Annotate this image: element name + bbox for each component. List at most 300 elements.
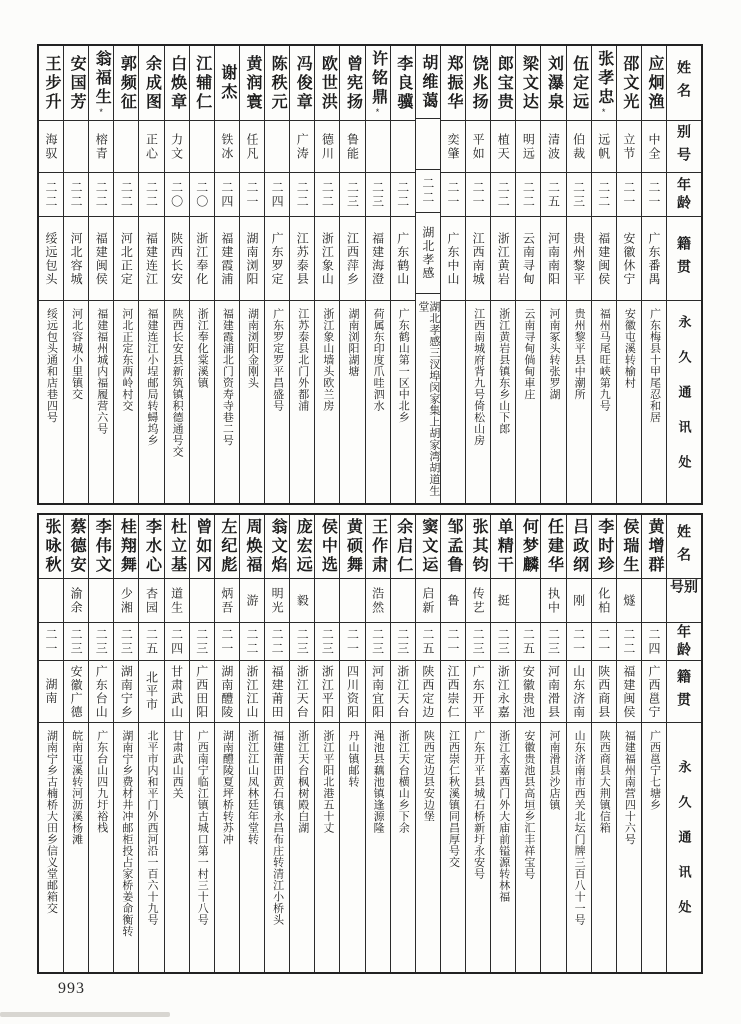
entry-address: 广东鹤山第一区中北乡	[397, 308, 410, 423]
entry-alias: 鲁	[445, 593, 460, 608]
header-name-label: 姓名	[676, 523, 692, 570]
entry-column	[139, 515, 164, 972]
entry-age-cell	[139, 623, 163, 661]
entry-age-cell	[441, 623, 465, 661]
entry-alias-cell	[567, 579, 591, 623]
entry-native-cell	[441, 661, 465, 723]
entry-age-cell	[541, 173, 565, 217]
entry-address: 广东罗定罗平昌盛号	[271, 308, 284, 412]
header-address-label: 永久通讯处	[676, 760, 692, 935]
entry-name: 李良骥	[394, 54, 412, 112]
entry-name-cell	[441, 46, 465, 121]
entry-column	[265, 515, 290, 972]
entry-address: 广西邕宁七塘乡	[648, 730, 661, 811]
entry-name-cell	[64, 46, 88, 121]
entry-address: 丹山镇邮转	[346, 730, 359, 788]
entry-name-cell	[366, 46, 390, 121]
entry-address-cell	[64, 723, 88, 972]
entry-alias: 平如	[471, 132, 486, 161]
entry-alias: 传艺	[471, 586, 486, 615]
entry-age: 二二	[521, 180, 536, 209]
entry-address-cell	[265, 301, 289, 503]
entry-native: 福建莆田	[270, 664, 285, 719]
entry-age-cell	[366, 173, 390, 217]
entry-name: 侯中选	[319, 518, 337, 575]
entry-age: 二四	[646, 627, 661, 656]
entry-column	[366, 46, 391, 503]
entry-name-cell	[240, 46, 264, 121]
entry-native-cell	[340, 661, 364, 723]
entry-native: 湖南浏阳	[244, 231, 259, 286]
entry-native: 山东济南	[571, 664, 586, 719]
entry-alias-cell	[541, 121, 565, 173]
entry-alias-cell	[592, 579, 616, 623]
entry-alias: 立节	[621, 132, 636, 161]
entry-address: 福建福州南营四十六号	[623, 730, 636, 845]
entry-address: 广东开平县城石桥新圩永安号	[472, 730, 485, 880]
entry-native-cell	[190, 217, 214, 301]
entry-age: 二三	[119, 627, 134, 656]
header-alias-cell	[667, 121, 701, 173]
entry-address: 浙江天台枫树殿白湖	[296, 730, 309, 834]
entry-address-cell	[516, 723, 540, 972]
entry-age-cell	[340, 173, 364, 217]
entry-name: 邵文光	[620, 54, 638, 112]
entry-name-cell	[114, 46, 138, 121]
entry-native-cell	[541, 661, 565, 723]
header-name-cell	[667, 515, 701, 579]
entry-column	[39, 515, 64, 972]
entry-column	[617, 515, 642, 972]
entry-native: 陕西长安	[169, 231, 184, 286]
entry-name: 郎宝贵	[495, 54, 513, 112]
footnote-mark: *	[96, 106, 107, 117]
entry-address-cell	[139, 723, 163, 972]
entry-age-cell	[265, 173, 289, 217]
entry-alias: 启新	[420, 586, 435, 615]
entry-age-cell	[617, 173, 641, 217]
entry-age: 二三	[395, 627, 410, 656]
entry-native: 浙江天台	[395, 664, 410, 719]
entry-age: 二三	[370, 627, 385, 656]
entry-name: 王步升	[42, 54, 60, 112]
entry-column	[516, 46, 541, 503]
entry-native: 湖南醴陵	[219, 664, 234, 719]
entry-address: 河北正定东两岭村交	[120, 308, 133, 412]
entry-age-cell	[516, 623, 540, 661]
entry-name: 翁福生*	[93, 49, 111, 117]
header-native-cell	[667, 661, 701, 723]
entry-name-cell	[416, 515, 440, 579]
entry-age-cell	[516, 173, 540, 217]
entry-native: 河北容城	[69, 231, 84, 286]
entry-address-cell	[592, 723, 616, 972]
entry-name-cell	[139, 46, 163, 121]
entry-alias: 渝余	[69, 586, 84, 615]
entry-column	[416, 515, 441, 972]
entry-address: 福建连江小埕邮局转蟳坞乡	[145, 308, 158, 446]
entry-name: 安国芳	[68, 54, 86, 112]
entry-name-cell	[466, 515, 490, 579]
entry-alias-cell	[89, 579, 113, 623]
header-address-cell	[667, 723, 701, 972]
entry-name: 胡维蔼	[419, 53, 437, 111]
entry-age: 二三	[571, 180, 586, 209]
entry-alias: 榕青	[94, 132, 109, 161]
entry-column	[491, 46, 516, 503]
entry-column	[215, 515, 240, 972]
entry-age: 二一	[43, 627, 58, 656]
entry-alias-cell	[240, 121, 264, 173]
entry-address-cell	[340, 301, 364, 503]
header-name-cell	[667, 46, 701, 121]
entry-native: 福建海澄	[370, 231, 385, 286]
entry-native-cell	[617, 661, 641, 723]
entry-name: 欧世洪	[319, 54, 337, 112]
entry-native-cell	[617, 217, 641, 301]
entry-column	[441, 46, 466, 503]
entry-address-cell	[64, 301, 88, 503]
entry-age-cell	[592, 623, 616, 661]
entry-native: 安徽广德	[69, 664, 84, 719]
entry-alias-cell	[441, 121, 465, 173]
entry-native: 江西萍乡	[345, 231, 360, 286]
entry-name-cell	[592, 46, 616, 121]
entry-native: 贵州黎平	[571, 231, 586, 286]
entry-age: 二〇	[194, 180, 209, 209]
entry-alias: 明远	[521, 132, 536, 161]
entry-native-cell	[466, 217, 490, 301]
entry-address: 湖南浏阳金刚头	[246, 308, 259, 389]
entry-address: 河南冢头转张罗湖	[547, 308, 560, 400]
entry-name-cell	[190, 515, 214, 579]
entry-alias-cell	[139, 579, 163, 623]
entry-name-cell	[190, 46, 214, 121]
entry-age-cell	[240, 173, 264, 217]
entry-age: 二二	[244, 627, 259, 656]
entry-alias-cell	[114, 579, 138, 623]
entry-address: 陕西商县大荆镇信箱	[598, 730, 611, 834]
entry-alias-cell	[516, 121, 540, 173]
entry-alias: 鲁能	[345, 132, 360, 161]
entry-native: 广东鹤山	[395, 231, 410, 286]
entry-native: 江苏泰县	[295, 231, 310, 286]
entry-name-cell	[64, 515, 88, 579]
entry-age: 二四	[169, 627, 184, 656]
entry-alias-cell	[541, 579, 565, 623]
entry-name-cell	[240, 515, 264, 579]
entry-name: 曾宪扬	[344, 54, 362, 112]
entry-native: 广东番禺	[646, 231, 661, 286]
entry-age: 二二	[119, 180, 134, 209]
header-native-label: 籍贯	[676, 668, 692, 715]
entry-address-cell	[340, 723, 364, 972]
entry-native: 陕西商县	[596, 664, 611, 719]
entry-address: 福州马尾旺峡第九号	[598, 308, 611, 412]
entry-name-cell	[89, 515, 113, 579]
entry-age: 二二	[420, 176, 435, 205]
entry-alias: 游	[244, 593, 259, 608]
entry-column	[64, 46, 89, 503]
entry-native-cell	[642, 661, 666, 723]
entry-native: 四川资阳	[345, 664, 360, 719]
header-age-label: 年龄	[676, 176, 692, 213]
entry-alias-cell	[165, 579, 189, 623]
entry-address-cell	[39, 723, 63, 972]
entry-name-cell	[340, 515, 364, 579]
entry-alias-cell	[190, 121, 214, 173]
entry-address: 浙江永嘉西门外大庙前镒源转林福	[497, 730, 510, 903]
entry-name: 李水心	[143, 518, 161, 575]
entry-column	[340, 46, 365, 503]
entry-alias-cell	[516, 579, 540, 623]
entry-name-cell	[491, 46, 515, 121]
entry-address: 皖南屯溪转河沥溪杨滩	[70, 730, 83, 845]
entry-name-cell	[541, 515, 565, 579]
header-address-cell	[667, 301, 701, 503]
entry-address-cell	[516, 301, 540, 503]
entry-address: 渑池县藕池镇逢源隆	[372, 730, 385, 834]
entry-name: 窦文运	[419, 518, 437, 575]
entry-address: 浙江江山凤林廷年堂转	[246, 730, 259, 845]
header-age-cell	[667, 173, 701, 217]
entry-alias-cell	[391, 121, 415, 173]
entry-column	[190, 515, 215, 972]
entry-age: 二一	[646, 180, 661, 209]
entry-name-cell	[541, 46, 565, 121]
entry-name-cell	[617, 46, 641, 121]
entry-alias-cell	[617, 579, 641, 623]
entry-age: 二一	[571, 627, 586, 656]
entry-age: 二五	[546, 180, 561, 209]
entry-address-cell	[416, 723, 440, 972]
entry-address: 陕西长安县新筑镇积德通号交	[171, 308, 184, 458]
entry-address: 湖南浏阳湖塘	[346, 308, 359, 377]
entry-alias: 正心	[144, 132, 159, 161]
entry-native: 福建闽侯	[94, 231, 109, 286]
entry-native-cell	[39, 217, 63, 301]
entry-column	[89, 515, 114, 972]
entry-alias-cell	[165, 121, 189, 173]
entry-name-cell	[366, 515, 390, 579]
entry-column	[215, 46, 240, 503]
entry-alias: 挺	[496, 593, 511, 608]
entry-name: 伍定远	[570, 54, 588, 112]
entry-name-cell	[617, 515, 641, 579]
entry-native-cell	[190, 661, 214, 723]
entry-address: 绥远包头通和店巷四号	[45, 308, 58, 423]
entry-age: 二二	[94, 180, 109, 209]
entry-native-cell	[592, 217, 616, 301]
entry-alias: 奕肇	[445, 132, 460, 161]
entry-name: 桂翔舞	[118, 518, 136, 575]
header-column	[667, 46, 701, 503]
entry-native-cell	[516, 217, 540, 301]
entry-native-cell	[391, 661, 415, 723]
entry-native: 广东台山	[94, 664, 109, 719]
entry-name: 冯俊章	[294, 54, 312, 112]
entry-alias-cell	[89, 121, 113, 173]
entry-name-cell	[516, 515, 540, 579]
entry-address-cell	[114, 723, 138, 972]
entry-column	[592, 515, 617, 972]
entry-alias-cell	[391, 579, 415, 623]
entry-column	[567, 515, 592, 972]
header-alias-label: 别号	[669, 579, 699, 602]
page-number: 993	[58, 980, 85, 997]
entry-alias: 伯裁	[571, 132, 586, 161]
entry-address: 浙江黄岩县镇东乡山下郎	[497, 308, 510, 435]
entry-alias-cell	[416, 119, 440, 170]
entry-native-cell	[416, 661, 440, 723]
entry-age: 二三	[471, 627, 486, 656]
entry-name-cell	[265, 515, 289, 579]
entry-age-cell	[391, 173, 415, 217]
entry-age-cell	[190, 173, 214, 217]
entry-age-cell	[114, 173, 138, 217]
entry-column	[165, 515, 190, 972]
entry-alias: 德川	[320, 132, 335, 161]
entry-alias-cell	[617, 121, 641, 173]
entry-name-cell	[340, 46, 364, 121]
entry-address-cell	[89, 723, 113, 972]
entry-address-cell	[366, 301, 390, 503]
entry-alias: 道生	[169, 586, 184, 615]
entry-age: 二二	[395, 180, 410, 209]
entry-native: 陕西定边	[420, 664, 435, 719]
entry-age: 二一	[219, 627, 234, 656]
entry-address: 湖南宁乡费材井冲邮柜投占家桥姜命衡转	[120, 730, 133, 937]
entry-column	[441, 515, 466, 972]
entry-age-cell	[64, 623, 88, 661]
entry-native-cell	[491, 661, 515, 723]
entry-native-cell	[391, 217, 415, 301]
entry-age: 二二	[295, 180, 310, 209]
entry-alias: 广涛	[295, 132, 310, 161]
entry-age-cell	[617, 623, 641, 661]
entry-age-cell	[315, 623, 339, 661]
entry-alias: 清波	[546, 132, 561, 161]
entry-native-cell	[315, 217, 339, 301]
footnote-mark: *	[598, 106, 609, 117]
entry-address-cell	[491, 301, 515, 503]
entry-native-cell	[114, 661, 138, 723]
entry-native: 广西邕宁	[646, 664, 661, 719]
entry-age: 二一	[596, 627, 611, 656]
entry-alias-cell	[114, 121, 138, 173]
entry-address-cell	[391, 723, 415, 972]
entry-alias-cell	[215, 121, 239, 173]
entry-age-cell	[441, 173, 465, 217]
entry-name: 庞宏远	[294, 518, 312, 575]
entry-native-cell	[567, 217, 591, 301]
entry-address: 湖北孝感三汊埠闵家集上胡家湾胡道生堂	[416, 301, 440, 497]
entry-column	[466, 46, 491, 503]
entry-address: 安徽贵池县高垣乡汇丰祥宝号	[522, 730, 535, 880]
entry-address: 江苏泰县北门外都浦	[296, 308, 309, 412]
entry-address-cell	[541, 301, 565, 503]
entry-name-cell	[315, 515, 339, 579]
entry-age-cell	[416, 623, 440, 661]
entry-alias: 少湘	[119, 586, 134, 615]
entry-age-cell	[340, 623, 364, 661]
entry-address-cell	[592, 301, 616, 503]
entry-name-cell	[290, 515, 314, 579]
entry-column	[642, 515, 667, 972]
entry-age: 二三	[496, 627, 511, 656]
entry-native: 湖南	[43, 678, 58, 705]
entry-name: 郭频征	[118, 54, 136, 112]
entry-native-cell	[516, 661, 540, 723]
entry-name-cell	[416, 46, 440, 119]
entry-name-cell	[290, 46, 314, 121]
entry-age-cell	[567, 173, 591, 217]
entry-age: 二一	[244, 180, 259, 209]
entry-column	[240, 515, 265, 972]
entry-age-cell	[165, 623, 189, 661]
entry-address-cell	[642, 723, 666, 972]
entry-address-cell	[541, 723, 565, 972]
entry-address-cell	[441, 723, 465, 972]
entry-name-cell	[139, 515, 163, 579]
entry-age: 二二	[69, 180, 84, 209]
entry-age-cell	[39, 173, 63, 217]
entry-native: 河南南阳	[546, 231, 561, 286]
entry-age: 二五	[521, 627, 536, 656]
entry-address-cell	[617, 301, 641, 503]
header-name-label: 姓名	[676, 60, 692, 106]
entry-column	[190, 46, 215, 503]
entry-name-cell	[165, 46, 189, 121]
entry-alias-cell	[466, 579, 490, 623]
entry-age-cell	[39, 623, 63, 661]
entry-address-cell	[441, 301, 465, 503]
scan-artifact	[0, 1012, 170, 1017]
entry-native: 广西田阳	[194, 664, 209, 719]
entry-address-cell	[617, 723, 641, 972]
entry-native: 湖北孝感	[420, 226, 435, 280]
entry-name-cell	[215, 515, 239, 579]
entry-address: 荷属东印度爪哇泗水	[372, 308, 385, 412]
entry-age: 二二	[596, 180, 611, 209]
entry-age-cell	[89, 173, 113, 217]
entry-column	[340, 515, 365, 972]
entry-native: 江西南城	[471, 231, 486, 286]
entry-column	[516, 515, 541, 972]
entry-alias: 杏园	[144, 586, 159, 615]
entry-age-cell	[290, 623, 314, 661]
entry-address: 安徽屯溪转榆村	[623, 308, 636, 389]
entry-name-cell	[516, 46, 540, 121]
entry-name: 吕政纲	[570, 518, 588, 575]
entry-native: 安徽休宁	[621, 231, 636, 286]
entry-alias: 明光	[270, 586, 285, 615]
entry-native-cell	[165, 217, 189, 301]
entry-age-cell	[491, 173, 515, 217]
header-address-label: 永久通讯处	[676, 314, 692, 490]
entry-address-cell	[315, 723, 339, 972]
entry-name: 谢杰	[218, 64, 236, 102]
entry-address: 江西崇仁秋溪镇同昌厚号交	[447, 730, 460, 868]
entry-column	[567, 46, 592, 503]
entry-column	[265, 46, 290, 503]
roster-band	[37, 44, 703, 505]
entry-alias-cell	[466, 121, 490, 173]
entry-alias-cell	[315, 579, 339, 623]
entry-alias-cell	[642, 121, 666, 173]
entry-age: 二三	[295, 627, 310, 656]
entry-age-cell	[416, 170, 440, 213]
